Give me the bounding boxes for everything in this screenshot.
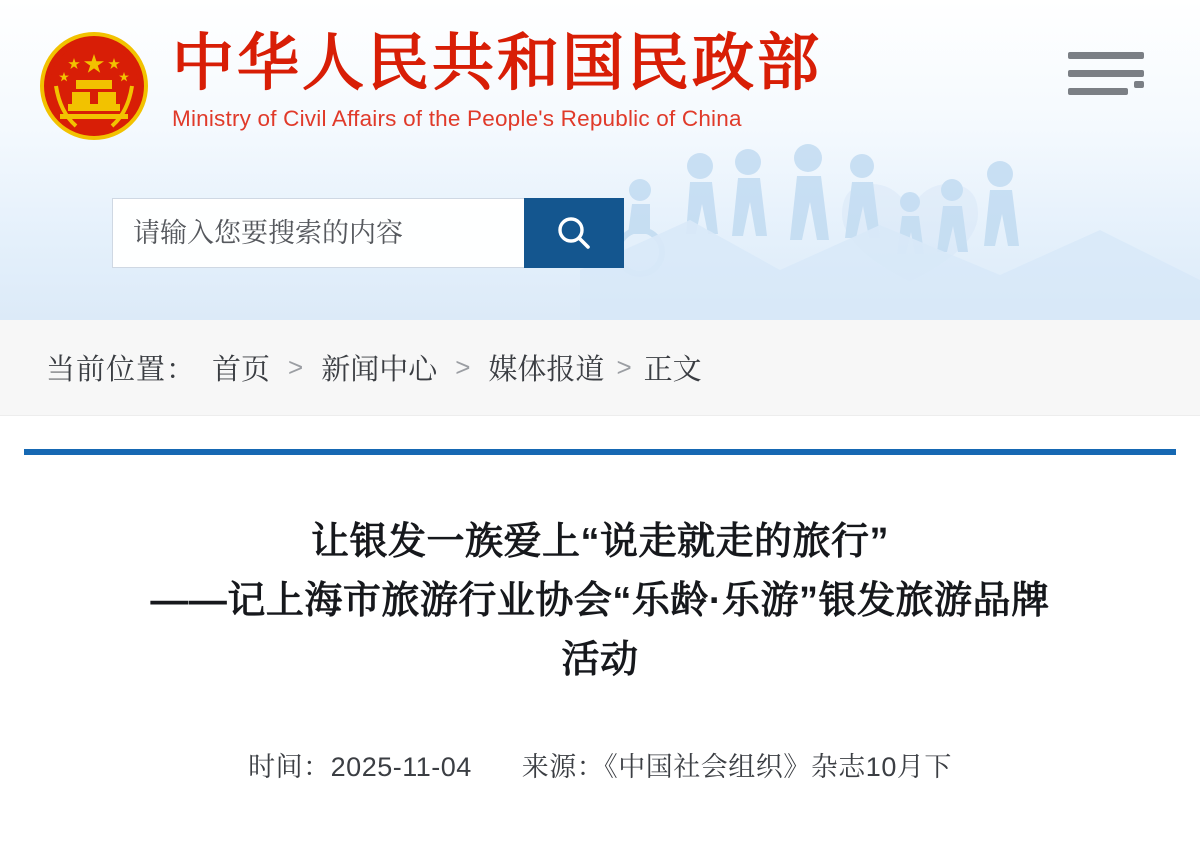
breadcrumb-item-media-report[interactable]: 媒体报道 <box>488 354 605 386</box>
site-title-en: Ministry of Civil Affairs of the People's Republic of China <box>172 106 742 132</box>
article-container <box>0 416 1200 784</box>
article-source-value: 《中国社会组织》杂志10月下 <box>604 751 952 782</box>
article-meta <box>0 745 1200 784</box>
national-emblem-icon <box>38 30 150 142</box>
breadcrumb-item-home[interactable]: 首页 <box>212 354 271 386</box>
breadcrumb-label: 当前位置： <box>46 354 197 386</box>
article-title-line2: ——记上海市旅游行业协会“乐龄·乐游”银发旅游品牌 <box>150 579 1050 622</box>
article-title-line3: 活动 <box>561 638 639 681</box>
site-brand[interactable] <box>38 26 1200 142</box>
article-time-value: 2025-11-04 <box>330 751 472 782</box>
article-source-label: 来源： <box>521 751 605 782</box>
breadcrumb-separator: > <box>455 352 471 382</box>
breadcrumb <box>0 320 1200 416</box>
menu-bar-2 <box>1068 70 1144 77</box>
site-title-cn: 中华人民共和国民政部 <box>172 30 823 98</box>
search-button[interactable] <box>524 198 624 268</box>
search-input[interactable] <box>112 198 524 268</box>
breadcrumb-item-news-center[interactable]: 新闻中心 <box>321 354 438 386</box>
site-header <box>0 0 1200 320</box>
menu-bar-3 <box>1068 88 1128 95</box>
article-title <box>130 513 1070 690</box>
breadcrumb-item-current: 正文 <box>643 354 702 386</box>
breadcrumb-separator: > <box>288 352 304 382</box>
hamburger-menu-icon[interactable] <box>1068 52 1144 104</box>
article-title-line1: 让银发一族爱上“说走就走的旅行” <box>310 521 889 563</box>
breadcrumb-separator: > <box>616 352 632 382</box>
article-top-rule <box>24 449 1176 455</box>
search-bar[interactable] <box>112 198 624 268</box>
search-icon <box>554 213 594 253</box>
article-time-label: 时间： <box>248 751 331 782</box>
menu-bar-1 <box>1068 52 1144 59</box>
